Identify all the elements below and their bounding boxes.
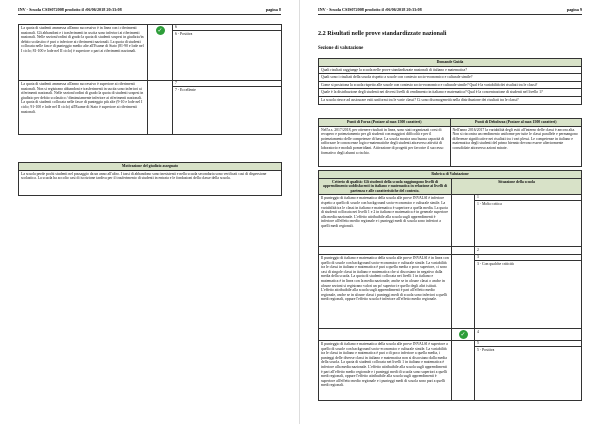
motivation-table	[18, 162, 282, 196]
rubric-description	[319, 247, 452, 255]
header-left-text: INV - Scuola CSIS072008 prodotto il :06/06/2018 20:33:08	[318, 7, 422, 12]
rubric-level-number: 2	[475, 247, 582, 255]
strengths-weaknesses-table	[318, 118, 582, 167]
rubric-description: La quota di studenti ammessa all'anno successivo è in linea con i riferimenti nazionali. Gli abbandoni e i trasferimenti in uscita sono inferiori ai riferimenti nazionali. Nelle sezioni/ordini di grado la quota di studenti sospesi in giudizio/in debito scolastico è pari o inferiore ai riferimenti nazionali. La quota di studenti collocata nelle fasce di punteggio medio alte all'Esame di Stato (81-90 e lode nel I ciclo; 81-100 e lode nel II ciclo) è superiore o pari ai riferimenti nazionali.	[19, 25, 148, 81]
motivation-title: Motivazione del giudizio assegnato	[19, 163, 282, 171]
rubric-description: Il punteggio di italiano e matematica della scuola alle prove INVALSI è inferiore rispetto a quello di scuole con background socio-economico e culturale simile. La variabilità tra le classi in italiano e matematica è superiore a quella media. La quota di studenti collocata nei livelli 1 e 2 in italiano e matematica è in generale superiore alla media nazionale. L'effetto attribuibile alla scuola sugli apprendimenti è inferiore all'effetto medio regionale e i punteggi medi di scuola sono inferiori a quelli medi regionali.	[319, 195, 452, 247]
rubric-level-label: 7 - Eccellente	[175, 87, 196, 92]
rubric-description: La quota di studenti ammessa all'anno successivo è superiore ai riferimenti nazionali. Non si registrano abbandoni e trasferimenti in uscita sono inferiori ai riferimenti nazionali. Nelle sezioni/ordini di grado la quota di studenti sospesi in giudizio per debito scolastico / diminutamente inferiore ai riferimenti nazionali. La quota di studenti collocata nelle fasce di punteggio più alte (9-10 e lode nel I ciclo; 91-100 e lode nel II ciclo) all'Esame di Stato è superiore ai riferimenti nazionali.	[19, 81, 148, 135]
rubric-row	[319, 247, 582, 255]
rubric-row	[19, 81, 282, 135]
rubric-situation-header: Situazione della scuola	[452, 178, 582, 195]
page-header	[18, 6, 281, 15]
strengths-title: Punti di Forza (Postare al max 1500 caratteri)	[319, 119, 451, 127]
strengths-text: Nell'a.s. 2017/2018, per ottenere risultati in linea, sono stati organizzati corsi di recupero e potenziamento per gli studenti con maggiori difficoltà e per il potenziamento delle competenze di base. La scuola mostra una buona capacità di rafforzare le conoscenze logico-matematiche degli studenti attraverso attività di laboratorio e moduli pomeridiani. Attivazione di progetti per favorire il successo formativo degli alunni a rischio.	[319, 126, 451, 166]
rubric-check-cell[interactable]	[452, 247, 475, 255]
rubric-description: Il punteggio di italiano e matematica della scuola alle prove INVALSI è in linea con quello di scuole con background socio-economico e culturale simile. La variabilità tra le classi in italiano e matematica è pari a quella media o poco superiore, ci sono casi di singole classi in italiano e matematica che si discostano in negativo dalla media della scuola. La quota di studenti collocata nei livelli 1 in italiano e matematica è in linea con la media nazionale; anche se in alcune classi o anche in alcune sezioni si registrano valori un po' superiori e quello degli altri istituti. L'effetto attribuibile alla scuola sugli apprendimenti è pari all'effetto medio regionale, anche se in alcune classi i punteggi medi di scuola sono inferiori a quelli medi regionali, oppure l'effetto scuola è inferiore all'effetto medio regionale.	[319, 254, 452, 328]
rubric-check-cell[interactable]	[452, 254, 475, 328]
rubric-row	[319, 195, 582, 247]
rubric-level-number: 4	[475, 328, 582, 340]
rubric-criterion-header: Criterio di qualità: Gli studenti della scuola raggiungono livelli di apprendimento soddisfacenti in italiano e matematica in relazione ai livelli di partenza e alle caratteristiche del contesto.	[319, 178, 452, 195]
rubric-check-cell[interactable]	[148, 81, 173, 135]
rubric-level-number: 7	[173, 81, 281, 87]
page-header	[318, 6, 582, 15]
rubric-check-cell[interactable]	[452, 195, 475, 247]
rubric-check-cell[interactable]	[148, 25, 173, 81]
rubric-level-cell	[475, 254, 582, 328]
guide-title: Domande Guida	[319, 59, 582, 67]
rubric-level-number: 1	[475, 195, 581, 201]
rubric-row	[19, 25, 282, 81]
guide-question: La scuola riesce ad assicurare esiti uniformi tra le varie classi? Ci sono disomogeneità nella distribuzione dei risultati tra le classi?	[319, 96, 582, 104]
rubric-level-label: 3 - Con qualche criticità	[477, 261, 514, 266]
rubric-row	[319, 340, 582, 400]
rubric-table-left	[18, 24, 282, 135]
guide-question: Come si posiziona la scuola rispetto alle scuole con contesto socio-economico e culturale simile? Qual è la variabilità dei risultati tra le classi?	[319, 81, 582, 89]
rubric-description: Il punteggio di italiano e matematica della scuola alle prove INVALSI è superiore a quello di scuole con background socio-economico e culturale simile. La variabilità tra le classi in italiano e matematica è pari o di poco inferiore a quella media, i punteggi delle diverse classi in italiano e matematica non si discostano dalla media della scuola. La quota di studenti collocata nei livelli 1 in italiano e matematica è inferiore alla media nazionale. L'effetto attribuibile alla scuola sugli apprendimenti è pari all'effetto medio regionale e i punteggi medi di scuola sono superiori a quelli medi regionali, oppure l'effetto attribuibile alla scuola sugli apprendimenti è superiore all'effetto medio regionale e i punteggi medi di scuola sono pari a quelli medi regionali.	[319, 340, 452, 400]
rubric-level-cell	[173, 81, 282, 135]
rubric-level-number: 3	[475, 255, 581, 261]
page-9	[300, 0, 600, 424]
rubric-check-cell[interactable]	[452, 328, 475, 340]
weaknesses-text: Nell'anno 2016/2017 la variabilità degli esiti all'interno delle classi è ancora alta. Non si riscontra un rendimento uniforme per tutte le classi parallele e permangono differenze significative nei risultati tra i vari plessi. Le competenze in italiano e matematica degli studenti del primo biennio devono essere ulteriormente consolidate attraverso azioni mirate.	[450, 126, 582, 166]
rubric-level-cell	[475, 340, 582, 400]
rubric-description	[319, 328, 452, 340]
rubric-level-number: 6	[173, 25, 281, 31]
header-left-text: INV - Scuola CSIS072008 prodotto il :06/06/2018 20:33:08	[18, 7, 122, 12]
check-icon: ✓	[460, 330, 466, 338]
rubric-table-right	[318, 170, 582, 401]
guide-question: Quali sono i risultati della scuola rispetto a scuole con contesto socio-economico e culturale simile?	[319, 74, 582, 82]
rubric-level-cell	[173, 25, 282, 81]
subsection-title: Sezione di valutazione	[318, 46, 364, 51]
guide-question: Quale è la distribuzione degli studenti nei diversi livelli di rendimento in italiano e matematica? Qual è la concentrazione di studenti nel livello 1?	[319, 89, 582, 97]
rubric-level-number: 5	[475, 341, 581, 347]
rubric-check-cell[interactable]	[452, 340, 475, 400]
weaknesses-title: Punti di Debolezza (Postare al max 1500 caratteri)	[450, 119, 582, 127]
check-icon: ✓	[157, 27, 163, 34]
rubric-title: Rubrica di Valutazione	[319, 171, 582, 179]
rubric-level-cell	[475, 195, 582, 247]
rubric-level-label: 5 - Positiva	[477, 347, 495, 352]
rubric-level-label: 1 - Molto critica	[477, 201, 502, 206]
page-number: pagina 8	[265, 7, 281, 12]
guide-questions-table	[318, 58, 582, 105]
rubric-level-label: 6 - Positiva	[175, 31, 193, 36]
rubric-row	[319, 328, 582, 340]
section-title: 2.2 Risultati nelle prove standardizzate nazionali	[318, 30, 447, 37]
rubric-row	[319, 254, 582, 328]
guide-question: Quali risultati raggiunge la scuola nelle prove standardizzate nazionali di italiano e matematica?	[319, 66, 582, 74]
motivation-text: La scuola perde pochi studenti nel passaggio da un anno all'altro. I tassi di abbandono sono inesistenti e nella scuola secondaria sono verificati casi di dispersione scolastica. La scuola ha accolto casi di iscrizione tardiva per il trasferimento di studenti in entrata e le fondazioni della classe della scuola.	[19, 170, 282, 195]
page-number: pagina 9	[566, 7, 582, 12]
